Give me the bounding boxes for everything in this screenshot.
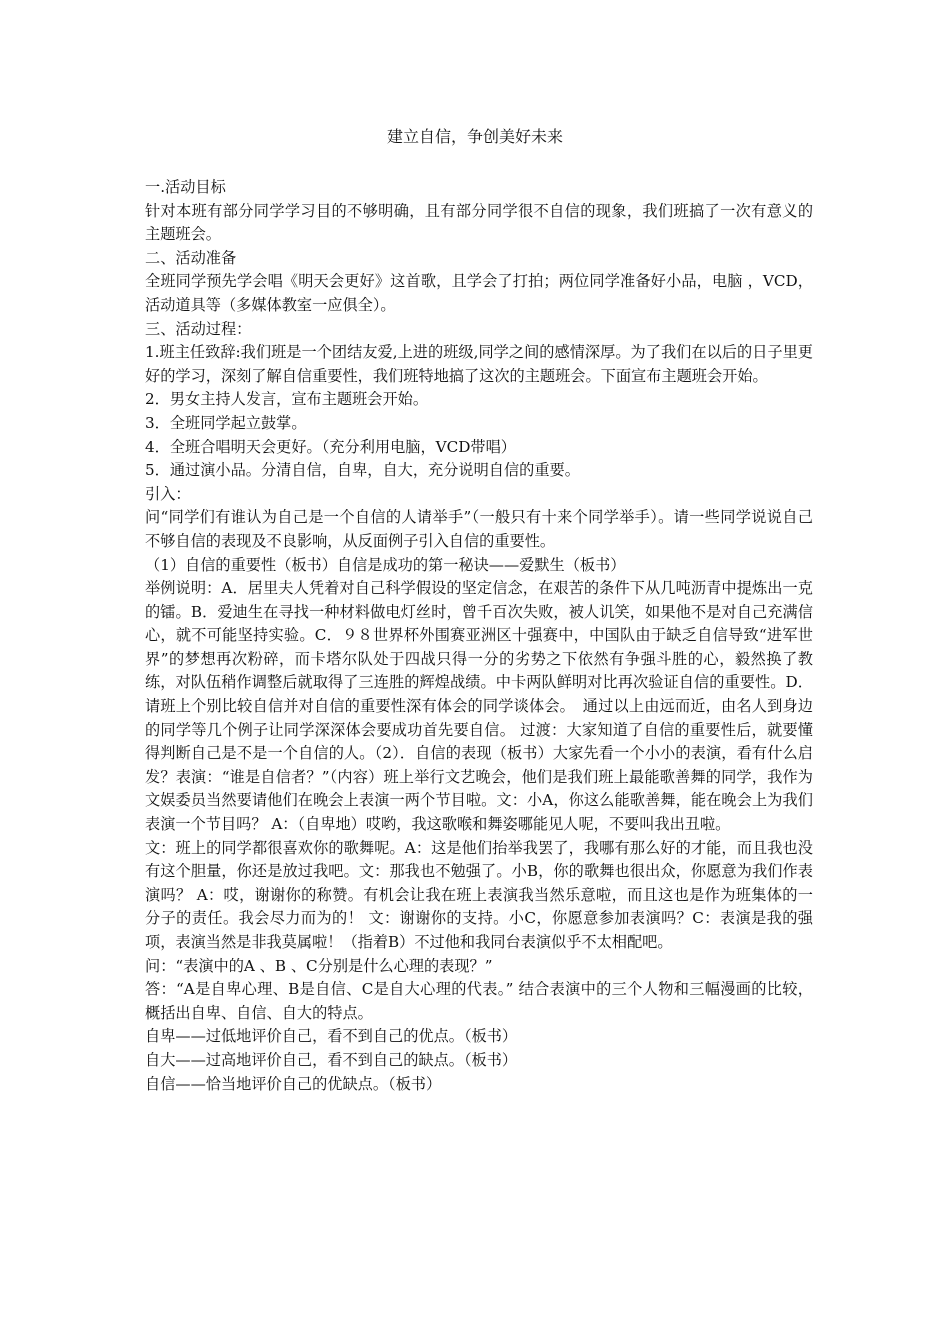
section-heading-goals: 一.活动目标: [145, 178, 226, 196]
paragraph-preparation: 全班同学预先学会唱《明天会更好》这首歌，且学会了打拍；两位同学准备好小品，电脑 ，VCD，活动道具等（多媒体教室一应俱全）。: [145, 272, 813, 314]
step-4-paragraph: 4．全班合唱明天会更好。（充分利用电脑，VCD带唱）: [145, 437, 516, 456]
intro-question-paragraph: 问“同学们有谁认为自己是一个自信的人请举手”（一般只有十来个同学举手）。请一些同学说说自己不够自信的表现及不良影响，从反面例子引入自信的重要性。: [145, 508, 813, 550]
paragraph-goals: 针对本班有部分同学学习目的不够明确，且有部分同学很不自信的现象，我们班搞了一次有意义的主题班会。: [145, 201, 813, 244]
section-heading-preparation: 二、活动准备: [145, 248, 237, 267]
document-title: 建立自信，争创美好未来: [386, 127, 563, 146]
document-body: [145, 176, 813, 1096]
step-2-paragraph: 2．男女主持人发言，宣布主题班会开始。: [145, 390, 429, 409]
section-heading-process: 三、活动过程：: [145, 319, 252, 338]
definition-confidence: 自信——恰当地评价自己的优缺点。（板书）: [145, 1074, 442, 1093]
importance-heading: （1）自信的重要性（板书）自信是成功的第一秘诀——爱默生（板书）: [145, 555, 626, 574]
answer-paragraph: 答：“A是自卑心理、B是自信、C是自大心理的代表。” 结合表演中的三个人物和三幅漫画的比较，概括出自卑、自信、自大的特点。: [145, 980, 813, 1022]
definition-arrogance: 自大——过高地评价自己，看不到自己的缺点。（板书）: [145, 1050, 518, 1069]
definition-inferiority: 自卑——过低地评价自己，看不到自己的优点。（板书）: [145, 1027, 518, 1046]
step-1-paragraph: 1.班主任致辞:我们班是一个团结友爱,上进的班级,同学之间的感情深厚。为了我们在以后的日子里更好的学习，深刻了解自信重要性，我们班特地搞了这次的主题班会。下面宣布主题班会开始。: [145, 343, 813, 385]
intro-heading: 引入：: [145, 484, 191, 503]
examples-paragraph: 举例说明：A．居里夫人凭着对自己科学假设的坚定信念，在艰苦的条件下从几吨沥青中提炼出一克的镭。B．爱迪生在寻找一种材料做电灯丝时，曾千百次失败，被人讥笑，如果他不是对自己充满信心，就不可能坚持实验。C．９８世界杯外围赛亚洲区十强赛中，中国队由于缺乏自信导致“进军世界”的梦想再次粉碎，而卡塔尔队处于四战只得一分的劣势之下依然有争强斗胜的心，毅然换了教练，对队伍稍作调整后就取得了三连胜的辉煌战绩。中卡两队鲜明对比再次验证自信的重要性。D．请班上个别比较自信并对自信的重要性深有体会的同学谈体会。 通过以上由远而近，由名人到身边的同学等几个例子让同学深深体会要成功首先要自信。 过渡：大家知道了自信的重要性后，就要懂得判断自己是不是一个自信的人。（2）．自信的表现（板书）大家先看一个小小的表演，看有什么启发？表演：“谁是自信者？”（内容）班上举行文艺晚会，他们是我们班上最能歌善舞的同学，我作为文娱委员当然要请他们在晚会上表演一两个节目啦。文：小A，你这么能歌善舞，能在晚会上为我们表演一个节目吗？ A：（自卑地）哎哟，我这歌喉和舞姿哪能见人呢，不要叫我出丑啦。: [145, 579, 813, 834]
question-paragraph: 问：“表演中的A 、B 、C分别是什么心理的表现？”: [145, 956, 493, 975]
step-5-paragraph: 5．通过演小品。分清自信，自卑，自大，充分说明自信的重要。: [145, 461, 580, 480]
step-3-paragraph: 3．全班同学起立鼓掌。: [145, 413, 307, 432]
performance-dialogue-paragraph: 文：班上的同学都很喜欢你的歌舞呢。A：这是他们抬举我罢了，我哪有那么好的才能，而且我也没有这个胆量，你还是放过我吧。文：那我也不勉强了。小B，你的歌舞也很出众，你愿意为我们作表演吗？ A：哎，谢谢你的称赞。有机会让我在班上表演我当然乐意啦，而且这也是作为班集体的一分子的责任。我会尽力而为的！ 文：谢谢你的支持。小C，你愿意参加表演吗？C：表演是我的强项，表演当然是非我莫属啦！（指着B）不过他和我同台表演似乎不太相配吧。: [145, 838, 813, 951]
